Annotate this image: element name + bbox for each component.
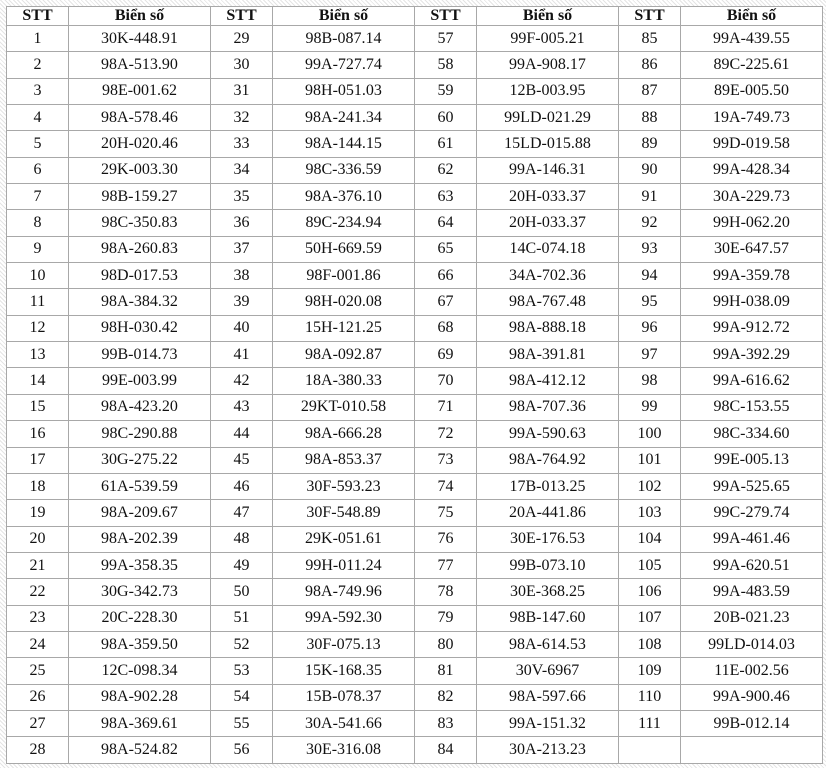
stt-cell: 10 bbox=[7, 263, 69, 289]
plate-cell: 99A-146.31 bbox=[477, 157, 619, 183]
table-row bbox=[7, 210, 823, 236]
plate-cell: 99A-358.35 bbox=[69, 552, 211, 578]
table-row bbox=[7, 394, 823, 420]
stt-cell: 11 bbox=[7, 289, 69, 315]
table-row bbox=[7, 710, 823, 736]
plate-cell: 98A-513.90 bbox=[69, 52, 211, 78]
stt-cell: 47 bbox=[211, 500, 273, 526]
stt-cell: 93 bbox=[619, 236, 681, 262]
plate-cell: 12B-003.95 bbox=[477, 78, 619, 104]
stt-cell: 41 bbox=[211, 342, 273, 368]
plate-cell: 99B-012.14 bbox=[681, 710, 823, 736]
plate-cell: 61A-539.59 bbox=[69, 473, 211, 499]
table-row bbox=[7, 315, 823, 341]
table-row bbox=[7, 684, 823, 710]
stt-cell: 74 bbox=[415, 473, 477, 499]
plate-cell: 98A-614.53 bbox=[477, 631, 619, 657]
stt-cell: 87 bbox=[619, 78, 681, 104]
plate-cell: 12C-098.34 bbox=[69, 658, 211, 684]
plate-cell: 99A-428.34 bbox=[681, 157, 823, 183]
header-stt: STT bbox=[415, 7, 477, 26]
stt-cell: 73 bbox=[415, 447, 477, 473]
stt-cell: 14 bbox=[7, 368, 69, 394]
plate-cell: 15B-078.37 bbox=[273, 684, 415, 710]
stt-cell: 48 bbox=[211, 526, 273, 552]
stt-cell: 53 bbox=[211, 658, 273, 684]
stt-cell: 75 bbox=[415, 500, 477, 526]
plate-cell: 30F-075.13 bbox=[273, 631, 415, 657]
stt-cell: 50 bbox=[211, 579, 273, 605]
plate-cell: 98A-902.28 bbox=[69, 684, 211, 710]
stt-cell: 106 bbox=[619, 579, 681, 605]
stt-cell: 13 bbox=[7, 342, 69, 368]
stt-cell: 80 bbox=[415, 631, 477, 657]
stt-cell: 32 bbox=[211, 105, 273, 131]
stt-cell: 60 bbox=[415, 105, 477, 131]
plate-cell: 99A-908.17 bbox=[477, 52, 619, 78]
stt-cell: 37 bbox=[211, 236, 273, 262]
stt-cell: 9 bbox=[7, 236, 69, 262]
stt-cell: 90 bbox=[619, 157, 681, 183]
license-plate-table bbox=[6, 6, 823, 764]
plate-cell: 99A-392.29 bbox=[681, 342, 823, 368]
stt-cell: 84 bbox=[415, 737, 477, 764]
stt-cell: 88 bbox=[619, 105, 681, 131]
stt-cell: 83 bbox=[415, 710, 477, 736]
plate-cell: 30E-647.57 bbox=[681, 236, 823, 262]
plate-cell: 99C-279.74 bbox=[681, 500, 823, 526]
stt-cell: 63 bbox=[415, 184, 477, 210]
stt-cell: 25 bbox=[7, 658, 69, 684]
stt-cell: 70 bbox=[415, 368, 477, 394]
table-row bbox=[7, 105, 823, 131]
plate-cell: 99D-019.58 bbox=[681, 131, 823, 157]
stt-cell: 59 bbox=[415, 78, 477, 104]
stt-cell: 7 bbox=[7, 184, 69, 210]
plate-cell: 98A-666.28 bbox=[273, 421, 415, 447]
plate-cell: 98A-209.67 bbox=[69, 500, 211, 526]
plate-cell: 98C-336.59 bbox=[273, 157, 415, 183]
stt-cell: 4 bbox=[7, 105, 69, 131]
stt-cell: 16 bbox=[7, 421, 69, 447]
plate-cell: 17B-013.25 bbox=[477, 473, 619, 499]
stt-cell: 22 bbox=[7, 579, 69, 605]
stt-cell: 109 bbox=[619, 658, 681, 684]
stt-cell: 94 bbox=[619, 263, 681, 289]
table-row bbox=[7, 26, 823, 52]
plate-cell: 98F-001.86 bbox=[273, 263, 415, 289]
stt-cell: 107 bbox=[619, 605, 681, 631]
stt-cell: 67 bbox=[415, 289, 477, 315]
header-stt: STT bbox=[7, 7, 69, 26]
stt-cell: 82 bbox=[415, 684, 477, 710]
plate-cell: 98A-707.36 bbox=[477, 394, 619, 420]
plate-cell: 30G-342.73 bbox=[69, 579, 211, 605]
stt-cell: 40 bbox=[211, 315, 273, 341]
plate-cell: 98A-260.83 bbox=[69, 236, 211, 262]
table-row bbox=[7, 579, 823, 605]
plate-cell: 98A-384.32 bbox=[69, 289, 211, 315]
plate-cell: 99A-592.30 bbox=[273, 605, 415, 631]
plate-cell: 20C-228.30 bbox=[69, 605, 211, 631]
table-row bbox=[7, 131, 823, 157]
stt-cell: 33 bbox=[211, 131, 273, 157]
stt-cell: 36 bbox=[211, 210, 273, 236]
stt-cell: 58 bbox=[415, 52, 477, 78]
stt-cell: 79 bbox=[415, 605, 477, 631]
header-plate: Biển số bbox=[477, 7, 619, 26]
plate-cell: 98A-144.15 bbox=[273, 131, 415, 157]
stt-cell: 91 bbox=[619, 184, 681, 210]
header-stt: STT bbox=[619, 7, 681, 26]
table-row bbox=[7, 473, 823, 499]
stt-cell: 110 bbox=[619, 684, 681, 710]
stt-cell: 34 bbox=[211, 157, 273, 183]
table-row bbox=[7, 236, 823, 262]
stt-cell: 30 bbox=[211, 52, 273, 78]
plate-cell: 34A-702.36 bbox=[477, 263, 619, 289]
plate-cell: 99B-073.10 bbox=[477, 552, 619, 578]
table-row bbox=[7, 263, 823, 289]
stt-cell: 45 bbox=[211, 447, 273, 473]
stt-cell: 100 bbox=[619, 421, 681, 447]
stt-cell: 92 bbox=[619, 210, 681, 236]
stt-cell: 52 bbox=[211, 631, 273, 657]
plate-cell: 11E-002.56 bbox=[681, 658, 823, 684]
plate-cell: 98H-051.03 bbox=[273, 78, 415, 104]
stt-cell: 64 bbox=[415, 210, 477, 236]
header-plate: Biển số bbox=[273, 7, 415, 26]
table-row bbox=[7, 52, 823, 78]
plate-cell: 98D-017.53 bbox=[69, 263, 211, 289]
stt-cell: 95 bbox=[619, 289, 681, 315]
plate-cell: 99A-525.65 bbox=[681, 473, 823, 499]
stt-cell: 1 bbox=[7, 26, 69, 52]
plate-cell: 99H-038.09 bbox=[681, 289, 823, 315]
plate-cell: 30A-541.66 bbox=[273, 710, 415, 736]
stt-cell: 6 bbox=[7, 157, 69, 183]
plate-cell: 98C-334.60 bbox=[681, 421, 823, 447]
stt-cell: 24 bbox=[7, 631, 69, 657]
plate-cell: 98A-888.18 bbox=[477, 315, 619, 341]
plate-cell: 99A-461.46 bbox=[681, 526, 823, 552]
stt-cell: 43 bbox=[211, 394, 273, 420]
table-row bbox=[7, 289, 823, 315]
plate-cell: 99B-014.73 bbox=[69, 342, 211, 368]
plate-cell: 15LD-015.88 bbox=[477, 131, 619, 157]
stt-cell: 104 bbox=[619, 526, 681, 552]
stt-cell: 66 bbox=[415, 263, 477, 289]
stt-cell: 57 bbox=[415, 26, 477, 52]
stt-cell bbox=[619, 737, 681, 764]
table-row bbox=[7, 500, 823, 526]
plate-cell: 98A-597.66 bbox=[477, 684, 619, 710]
plate-cell: 99F-005.21 bbox=[477, 26, 619, 52]
plate-cell: 30A-213.23 bbox=[477, 737, 619, 764]
plate-cell: 98C-290.88 bbox=[69, 421, 211, 447]
stt-cell: 20 bbox=[7, 526, 69, 552]
stt-cell: 51 bbox=[211, 605, 273, 631]
stt-cell: 44 bbox=[211, 421, 273, 447]
stt-cell: 111 bbox=[619, 710, 681, 736]
plate-cell: 98C-350.83 bbox=[69, 210, 211, 236]
stt-cell: 39 bbox=[211, 289, 273, 315]
plate-cell: 99H-062.20 bbox=[681, 210, 823, 236]
plate-cell: 99H-011.24 bbox=[273, 552, 415, 578]
stt-cell: 89 bbox=[619, 131, 681, 157]
plate-cell: 29K-051.61 bbox=[273, 526, 415, 552]
header-stt: STT bbox=[211, 7, 273, 26]
plate-cell: 30V-6967 bbox=[477, 658, 619, 684]
header-plate: Biển số bbox=[69, 7, 211, 26]
header-plate: Biển số bbox=[681, 7, 823, 26]
plate-cell: 29K-003.30 bbox=[69, 157, 211, 183]
plate-cell: 98A-092.87 bbox=[273, 342, 415, 368]
plate-cell: 20H-033.37 bbox=[477, 210, 619, 236]
table-row bbox=[7, 368, 823, 394]
stt-cell: 5 bbox=[7, 131, 69, 157]
plate-cell: 98B-159.27 bbox=[69, 184, 211, 210]
plate-cell: 20H-020.46 bbox=[69, 131, 211, 157]
plate-cell: 98A-853.37 bbox=[273, 447, 415, 473]
stt-cell: 56 bbox=[211, 737, 273, 764]
plate-cell: 89E-005.50 bbox=[681, 78, 823, 104]
plate-cell: 99LD-021.29 bbox=[477, 105, 619, 131]
stt-cell: 29 bbox=[211, 26, 273, 52]
plate-cell: 98A-369.61 bbox=[69, 710, 211, 736]
plate-cell: 98A-423.20 bbox=[69, 394, 211, 420]
plate-cell: 20B-021.23 bbox=[681, 605, 823, 631]
plate-cell: 99A-483.59 bbox=[681, 579, 823, 605]
stt-cell: 15 bbox=[7, 394, 69, 420]
plate-cell: 99E-003.99 bbox=[69, 368, 211, 394]
table-row bbox=[7, 78, 823, 104]
table-row bbox=[7, 737, 823, 764]
table-row bbox=[7, 342, 823, 368]
plate-cell: 29KT-010.58 bbox=[273, 394, 415, 420]
plate-cell: 99A-439.55 bbox=[681, 26, 823, 52]
plate-cell: 99A-590.63 bbox=[477, 421, 619, 447]
plate-cell: 30F-548.89 bbox=[273, 500, 415, 526]
plate-cell: 30K-448.91 bbox=[69, 26, 211, 52]
stt-cell: 102 bbox=[619, 473, 681, 499]
table-row bbox=[7, 631, 823, 657]
plate-cell: 98H-020.08 bbox=[273, 289, 415, 315]
plate-cell: 99A-359.78 bbox=[681, 263, 823, 289]
table-row bbox=[7, 552, 823, 578]
table-body bbox=[7, 26, 823, 764]
plate-cell: 98A-578.46 bbox=[69, 105, 211, 131]
plate-cell: 30E-316.08 bbox=[273, 737, 415, 764]
plate-cell: 50H-669.59 bbox=[273, 236, 415, 262]
stt-cell: 8 bbox=[7, 210, 69, 236]
plate-cell: 89C-234.94 bbox=[273, 210, 415, 236]
stt-cell: 71 bbox=[415, 394, 477, 420]
table-row bbox=[7, 421, 823, 447]
plate-cell: 15K-168.35 bbox=[273, 658, 415, 684]
stt-cell: 46 bbox=[211, 473, 273, 499]
plate-cell: 98A-749.96 bbox=[273, 579, 415, 605]
plate-cell: 30E-176.53 bbox=[477, 526, 619, 552]
plate-cell: 99A-912.72 bbox=[681, 315, 823, 341]
stt-cell: 18 bbox=[7, 473, 69, 499]
stt-cell: 85 bbox=[619, 26, 681, 52]
stt-cell: 72 bbox=[415, 421, 477, 447]
stt-cell: 19 bbox=[7, 500, 69, 526]
plate-cell: 99A-616.62 bbox=[681, 368, 823, 394]
stt-cell: 27 bbox=[7, 710, 69, 736]
stt-cell: 28 bbox=[7, 737, 69, 764]
plate-cell: 98A-202.39 bbox=[69, 526, 211, 552]
plate-cell: 98C-153.55 bbox=[681, 394, 823, 420]
plate-cell: 15H-121.25 bbox=[273, 315, 415, 341]
plate-cell: 98A-767.48 bbox=[477, 289, 619, 315]
stt-cell: 81 bbox=[415, 658, 477, 684]
plate-cell: 98H-030.42 bbox=[69, 315, 211, 341]
plate-cell: 89C-225.61 bbox=[681, 52, 823, 78]
plate-cell: 20A-441.86 bbox=[477, 500, 619, 526]
stt-cell: 35 bbox=[211, 184, 273, 210]
stt-cell: 105 bbox=[619, 552, 681, 578]
plate-cell: 98B-147.60 bbox=[477, 605, 619, 631]
plate-cell: 98A-412.12 bbox=[477, 368, 619, 394]
stt-cell: 42 bbox=[211, 368, 273, 394]
stt-cell: 49 bbox=[211, 552, 273, 578]
plate-cell: 98A-524.82 bbox=[69, 737, 211, 764]
plate-cell: 98A-391.81 bbox=[477, 342, 619, 368]
stt-cell: 62 bbox=[415, 157, 477, 183]
stt-cell: 108 bbox=[619, 631, 681, 657]
stt-cell: 99 bbox=[619, 394, 681, 420]
stt-cell: 96 bbox=[619, 315, 681, 341]
stt-cell: 69 bbox=[415, 342, 477, 368]
plate-cell: 99A-727.74 bbox=[273, 52, 415, 78]
stt-cell: 54 bbox=[211, 684, 273, 710]
plate-cell: 98A-241.34 bbox=[273, 105, 415, 131]
plate-cell: 99A-151.32 bbox=[477, 710, 619, 736]
stt-cell: 97 bbox=[619, 342, 681, 368]
plate-cell bbox=[681, 737, 823, 764]
plate-cell: 14C-074.18 bbox=[477, 236, 619, 262]
table-row bbox=[7, 157, 823, 183]
stt-cell: 55 bbox=[211, 710, 273, 736]
plate-cell: 99A-900.46 bbox=[681, 684, 823, 710]
plate-cell: 98A-359.50 bbox=[69, 631, 211, 657]
stt-cell: 76 bbox=[415, 526, 477, 552]
stt-cell: 61 bbox=[415, 131, 477, 157]
stt-cell: 65 bbox=[415, 236, 477, 262]
plate-cell: 30F-593.23 bbox=[273, 473, 415, 499]
stt-cell: 12 bbox=[7, 315, 69, 341]
stt-cell: 77 bbox=[415, 552, 477, 578]
stt-cell: 21 bbox=[7, 552, 69, 578]
plate-cell: 19A-749.73 bbox=[681, 105, 823, 131]
stt-cell: 103 bbox=[619, 500, 681, 526]
stt-cell: 98 bbox=[619, 368, 681, 394]
plate-cell: 98E-001.62 bbox=[69, 78, 211, 104]
stt-cell: 31 bbox=[211, 78, 273, 104]
stt-cell: 78 bbox=[415, 579, 477, 605]
table-row bbox=[7, 526, 823, 552]
stt-cell: 2 bbox=[7, 52, 69, 78]
stt-cell: 68 bbox=[415, 315, 477, 341]
plate-cell: 98B-087.14 bbox=[273, 26, 415, 52]
plate-cell: 98A-764.92 bbox=[477, 447, 619, 473]
plate-cell: 99A-620.51 bbox=[681, 552, 823, 578]
header-row bbox=[7, 7, 823, 26]
plate-cell: 99E-005.13 bbox=[681, 447, 823, 473]
plate-cell: 99LD-014.03 bbox=[681, 631, 823, 657]
stt-cell: 23 bbox=[7, 605, 69, 631]
stt-cell: 26 bbox=[7, 684, 69, 710]
table-row bbox=[7, 447, 823, 473]
table-row bbox=[7, 658, 823, 684]
stt-cell: 3 bbox=[7, 78, 69, 104]
plate-cell: 20H-033.37 bbox=[477, 184, 619, 210]
plate-cell: 18A-380.33 bbox=[273, 368, 415, 394]
plate-cell: 98A-376.10 bbox=[273, 184, 415, 210]
stt-cell: 38 bbox=[211, 263, 273, 289]
plate-cell: 30G-275.22 bbox=[69, 447, 211, 473]
plate-cell: 30A-229.73 bbox=[681, 184, 823, 210]
plate-cell: 30E-368.25 bbox=[477, 579, 619, 605]
stt-cell: 86 bbox=[619, 52, 681, 78]
table-row bbox=[7, 605, 823, 631]
stt-cell: 101 bbox=[619, 447, 681, 473]
stt-cell: 17 bbox=[7, 447, 69, 473]
table-row bbox=[7, 184, 823, 210]
